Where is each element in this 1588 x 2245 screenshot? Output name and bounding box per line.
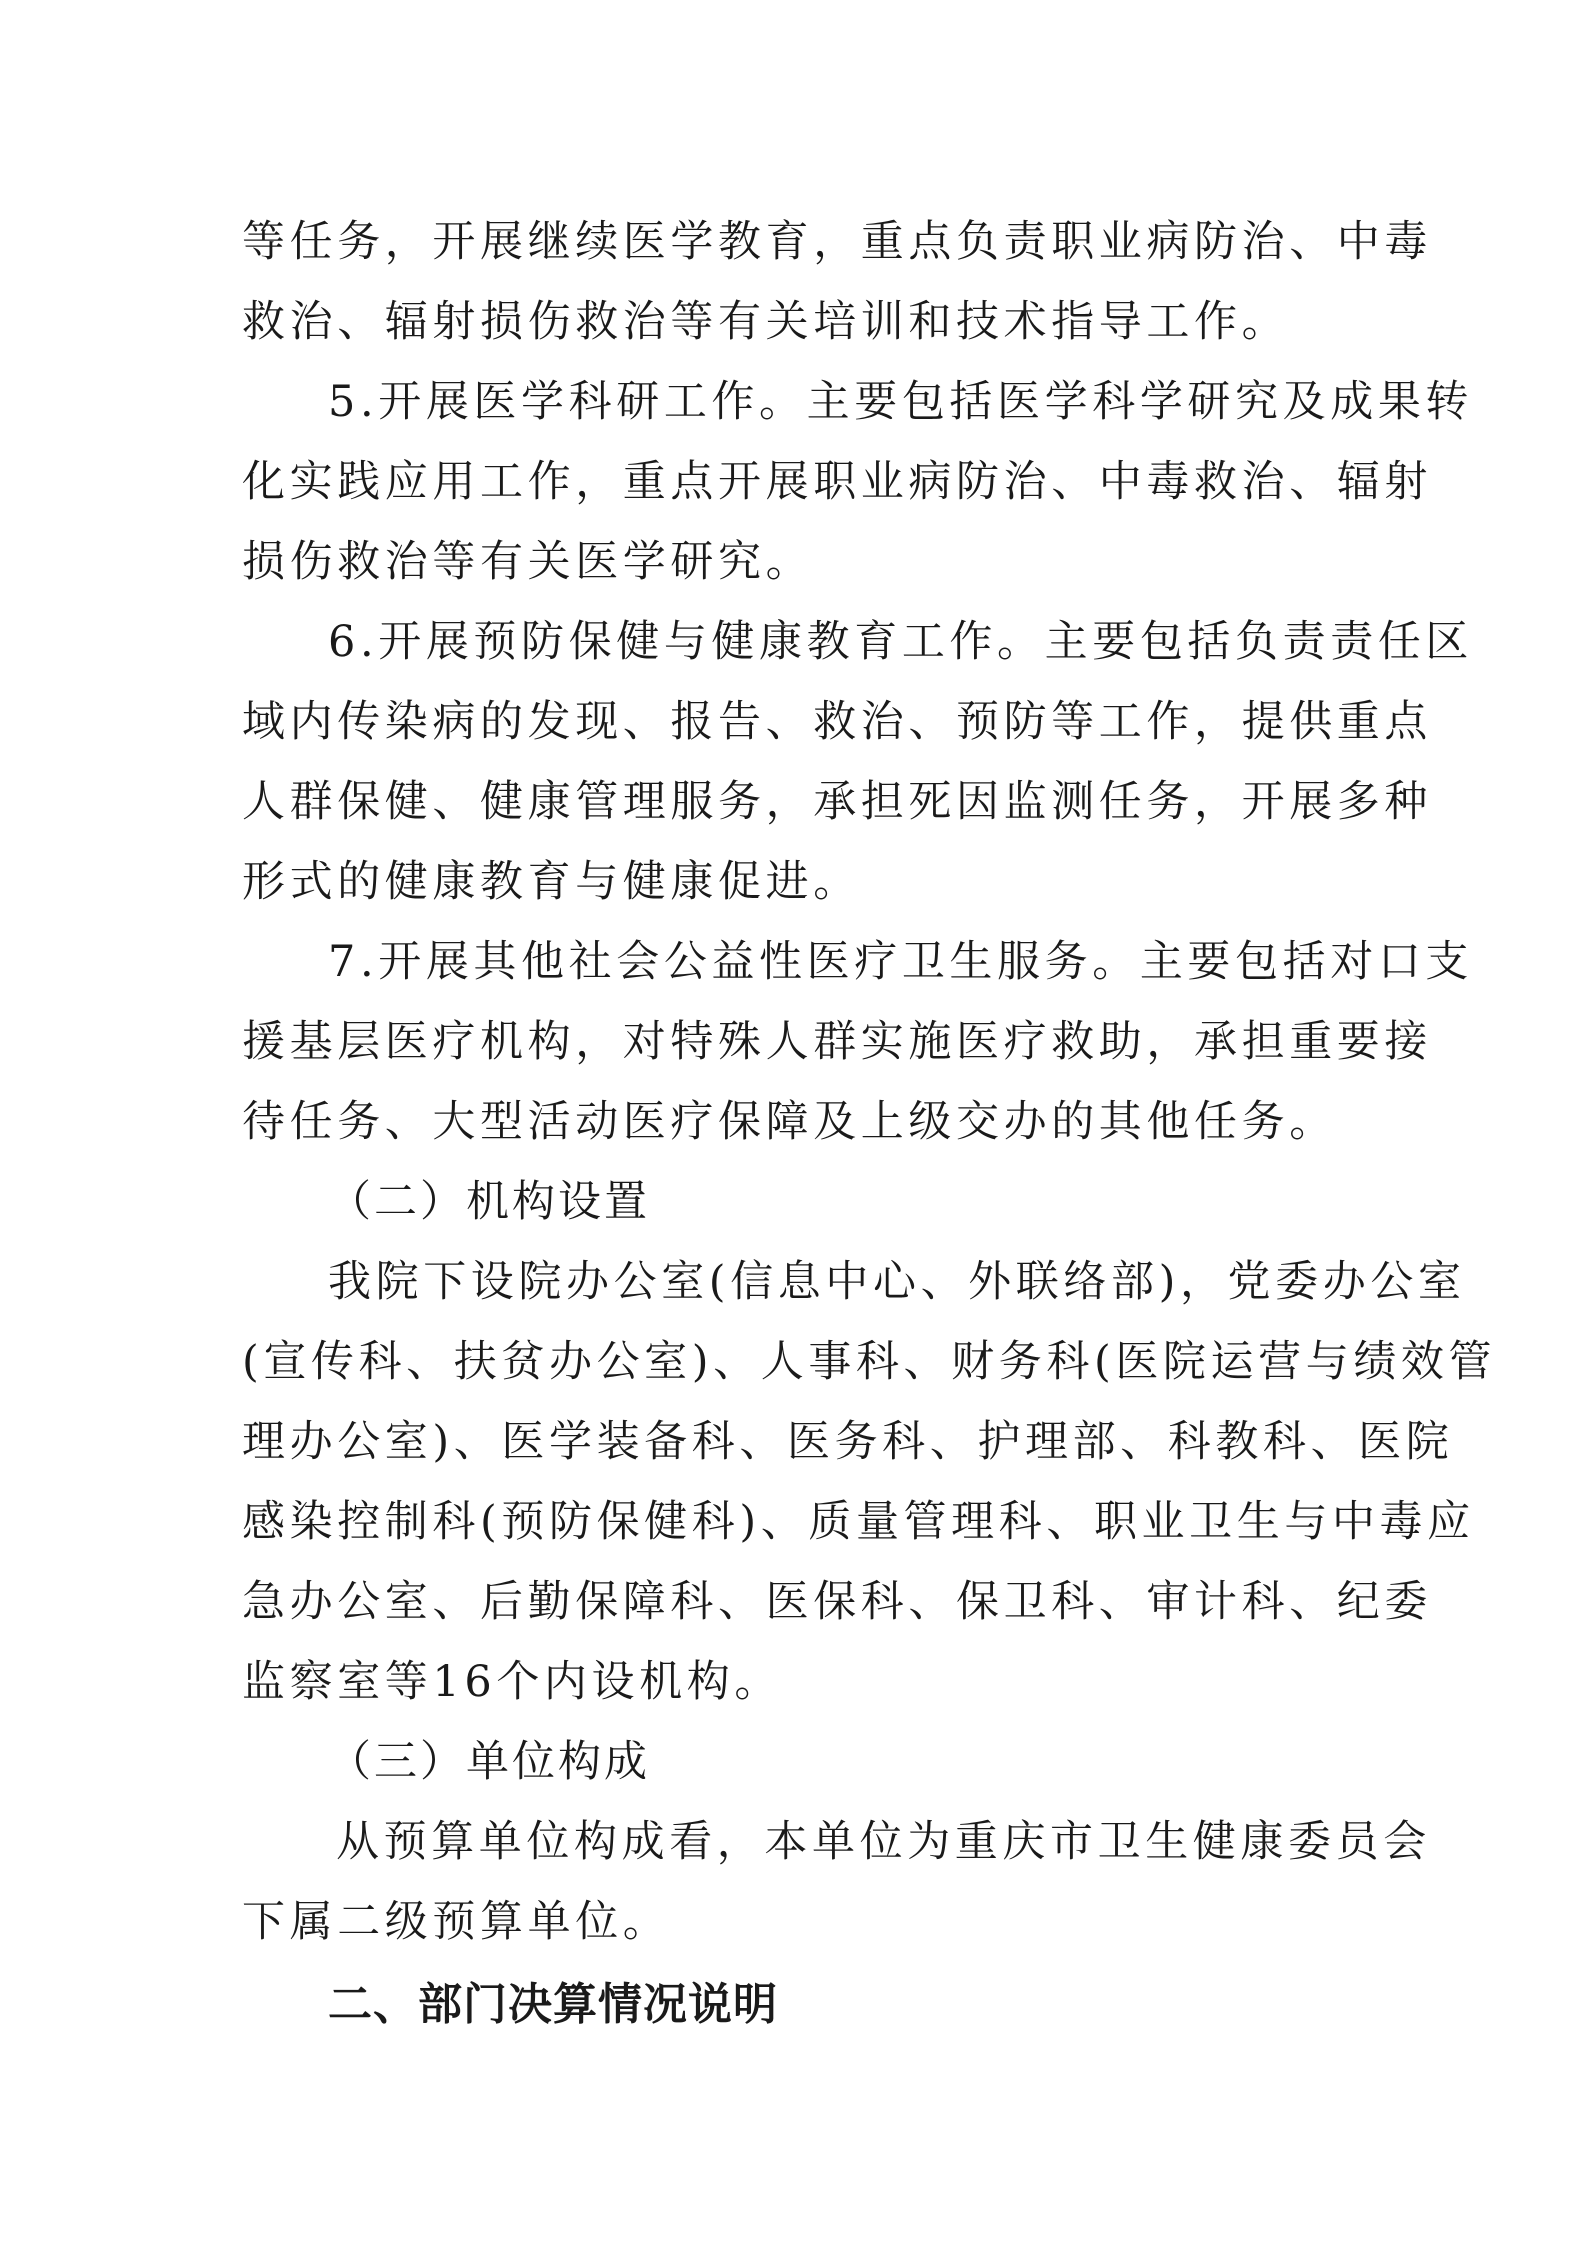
paragraph-line: 理办公室)、医学装备科、医务科、护理部、科教科、医院 — [242, 1417, 1454, 1467]
paragraph-line: 5.开展医学科研工作。主要包括医学科学研究及成果转 — [328, 377, 1474, 427]
paragraph-line: 急办公室、后勤保障科、医保科、保卫科、审计科、纪委 — [242, 1577, 1432, 1627]
part-heading: 二、部门决算情况说明 — [328, 1979, 778, 2030]
paragraph-line: 等任务，开展继续医学教育，重点负责职业病防治、中毒 — [242, 217, 1432, 267]
paragraph-line: 损伤救治等有关医学研究。 — [242, 537, 814, 587]
section-heading: （三）单位构成 — [328, 1737, 650, 1787]
paragraph-line: 形式的健康教育与健康促进。 — [242, 857, 861, 907]
paragraph-line: 监察室等16个内设机构。 — [242, 1657, 782, 1707]
paragraph-line: 人群保健、健康管理服务，承担死因监测任务，开展多种 — [242, 777, 1432, 827]
paragraph-line: 我院下设院办公室(信息中心、外联络部)，党委办公室 — [328, 1257, 1466, 1307]
paragraph-line: 援基层医疗机构，对特殊人群实施医疗救助，承担重要接 — [242, 1017, 1432, 1067]
paragraph-line: 从预算单位构成看，本单位为重庆市卫生健康委员会 — [336, 1817, 1431, 1867]
paragraph-line: 感染控制科(预防保健科)、质量管理科、职业卫生与中毒应 — [242, 1497, 1475, 1547]
section-heading: （二）机构设置 — [328, 1177, 650, 1227]
paragraph-line: 救治、辐射损伤救治等有关培训和技术指导工作。 — [242, 297, 1290, 347]
paragraph-line: 下属二级预算单位。 — [242, 1897, 671, 1947]
paragraph-line: 7.开展其他社会公益性医疗卫生服务。主要包括对口支 — [328, 937, 1474, 987]
paragraph-line: 化实践应用工作，重点开展职业病防治、中毒救治、辐射 — [242, 457, 1432, 507]
paragraph-line: 域内传染病的发现、报告、救治、预防等工作，提供重点 — [242, 697, 1432, 747]
paragraph-line: (宣传科、扶贫办公室)、人事科、财务科(医院运营与绩效管 — [242, 1337, 1497, 1387]
paragraph-line: 6.开展预防保健与健康教育工作。主要包括负责责任区 — [328, 617, 1474, 667]
paragraph-line: 待任务、大型活动医疗保障及上级交办的其他任务。 — [242, 1097, 1337, 1147]
